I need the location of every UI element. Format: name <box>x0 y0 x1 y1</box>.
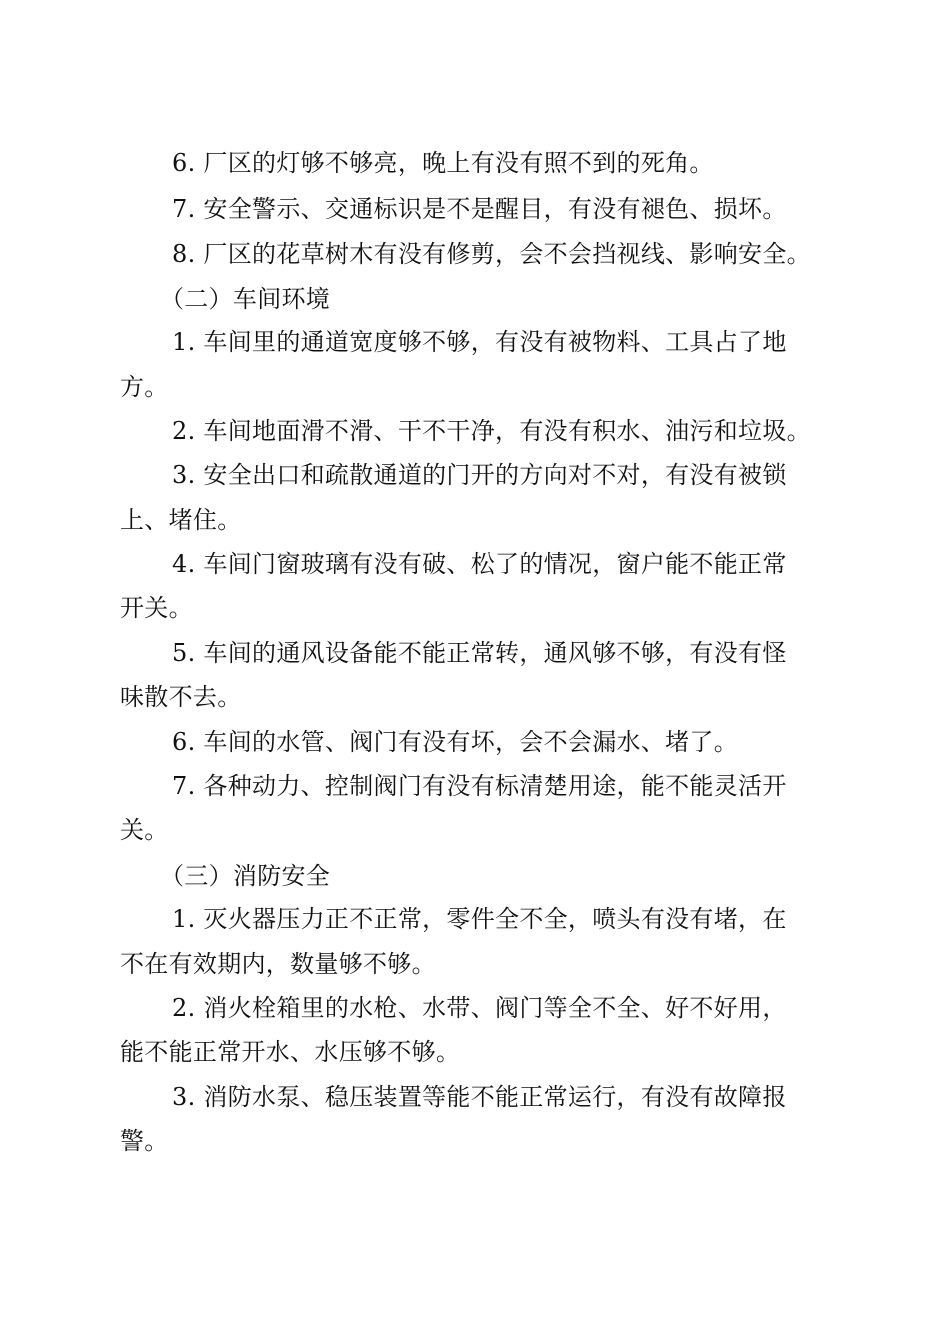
text-line: 警。 <box>120 1127 169 1155</box>
text-line: 3. 消防水泵、稳压装置等能不能正常运行，有没有故障报 <box>172 1083 787 1111</box>
text-line: 上、堵住。 <box>120 506 242 534</box>
section-heading: （三）消防安全 <box>160 862 331 890</box>
text-line: 2. 消火栓箱里的水枪、水带、阀门等全不全、好不好用， <box>172 994 787 1022</box>
text-line: 能不能正常开水、水压够不够。 <box>120 1038 461 1066</box>
text-line: 关。 <box>120 816 169 844</box>
text-line: 3. 安全出口和疏散通道的门开的方向对不对，有没有被锁 <box>172 461 787 489</box>
text-line: 开关。 <box>120 594 193 622</box>
text-line: 7. 安全警示、交通标识是不是醒目，有没有褪色、损坏。 <box>172 195 787 223</box>
text-line: 1. 灭火器压力正不正常，零件全不全，喷头有没有堵，在 <box>172 905 787 933</box>
text-line: 不在有效期内，数量够不够。 <box>120 950 436 978</box>
section-heading: （二）车间环境 <box>160 285 331 313</box>
text-line: 味散不去。 <box>120 683 242 711</box>
text-line: 5. 车间的通风设备能不能正常转，通风够不够，有没有怪 <box>172 639 787 667</box>
text-line: 6. 车间的水管、阀门有没有坏，会不会漏水、堵了。 <box>172 728 739 756</box>
text-line: 8. 厂区的花草树木有没有修剪，会不会挡视线、影响安全。 <box>172 240 811 268</box>
text-line: 方。 <box>120 373 169 401</box>
text-line: 7. 各种动力、控制阀门有没有标清楚用途，能不能灵活开 <box>172 772 787 800</box>
text-line: 4. 车间门窗玻璃有没有破、松了的情况，窗户能不能正常 <box>172 550 787 578</box>
text-line: 6. 厂区的灯够不够亮，晚上有没有照不到的死角。 <box>172 149 714 177</box>
text-line: 2. 车间地面滑不滑、干不干净，有没有积水、油污和垃圾。 <box>172 417 811 445</box>
text-line: 1. 车间里的通道宽度够不够，有没有被物料、工具占了地 <box>172 328 787 356</box>
